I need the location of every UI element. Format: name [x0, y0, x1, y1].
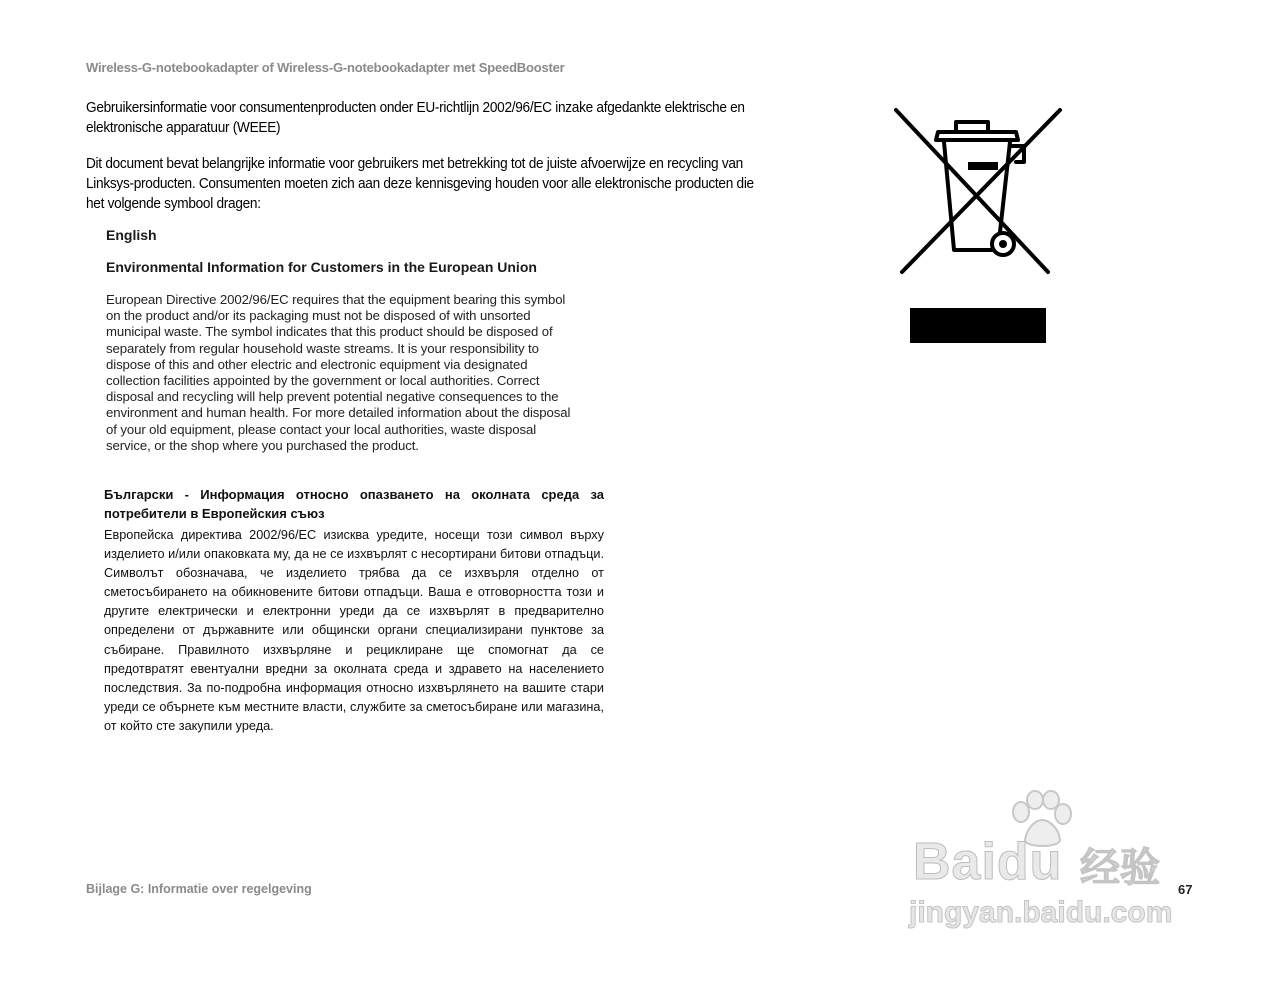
english-body-line: collection facilities appointed by the government or local authorities. Correct	[106, 373, 540, 389]
english-body-line: European Directive 2002/96/EC requires that the equipment bearing this symbol	[106, 292, 566, 307]
english-body-line: of your old equipment, please contact your local authorities, waste disposal	[106, 421, 537, 437]
black-bar	[910, 308, 1046, 343]
footer-section-label: Bijlage G: Informatie over regelgeving	[86, 882, 312, 896]
english-body-line: environment and human health. For more detailed information about the disposal	[106, 405, 571, 421]
english-body-line: disposal and recycling will help prevent potential negative consequences to the	[106, 389, 559, 405]
english-heading: Environmental Information for Customers in the European Union	[106, 259, 537, 275]
english-body-line: dispose of this and other electric and electronic equipment via designated	[106, 356, 528, 372]
english-language-label: English	[106, 227, 157, 243]
watermark-url: jingyan.baidu.com	[909, 896, 1173, 929]
watermark-chinese: 经验	[1080, 845, 1160, 891]
english-body	[106, 292, 616, 454]
bulgarian-body: Европейска директива 2002/96/EC изисква уредите, носещи този символ върху изделието и/или опаковката му, да не се изхвърлят с несортирани битови отпадъци. Символът обозначава, че изделието трябва да се изхвърля отделно от сметосъбирането на обикновените битови отпадъци. Ваша е отговорността този и другите електрически и електронни уреди да се изхвърлят в предварително определени от държавните или общински органи специализирани пунктове за събиране. Правилното изхвърляне и рециклиране ще спомогнат да се предотвратят евентуални вредни за околната среда и здравето на населението последствия. За по-подробна информация относно изхвърлянето на вашите стари уреди се обърнете към местните власти, службите за сметосъбиране или магазина, от който сте закупили уреда.	[104, 528, 604, 733]
english-body-line: service, or the shop where you purchased the product.	[106, 437, 419, 453]
bulgarian-heading: Български - Информация относно опазването на околната среда за потребители в Европейския съюз	[104, 487, 604, 521]
english-body-line: municipal waste. The symbol indicates that this product should be disposed of	[106, 324, 553, 340]
english-body-line: on the product and/or its packaging must not be disposed of with unsorted	[106, 308, 531, 324]
english-body-line: separately from regular household waste streams. It is your responsibility to	[106, 340, 539, 356]
dutch-title: Gebruikersinformatie voor consumentenproducten onder EU-richtlijn 2002/96/EC inzake afgedankte elektrische en elektronische apparatuur (WEEE)	[86, 100, 745, 136]
document-header: Wireless-G-notebookadapter of Wireless-G-notebookadapter met SpeedBooster	[86, 60, 565, 75]
watermark-logo: Baidu	[913, 833, 1063, 891]
dutch-body: Dit document bevat belangrijke informatie voor gebruikers met betrekking tot de juiste afvoerwijze en recycling van Linksys-producten. Consumenten moeten zich aan deze kennisgeving houden voor alle elektronische producten die het volgende symbool dragen:	[86, 156, 754, 212]
crossed-out-wheeled-bin-icon	[888, 100, 1068, 282]
page-number: 67	[1178, 882, 1193, 897]
baidu-watermark	[905, 790, 1205, 940]
